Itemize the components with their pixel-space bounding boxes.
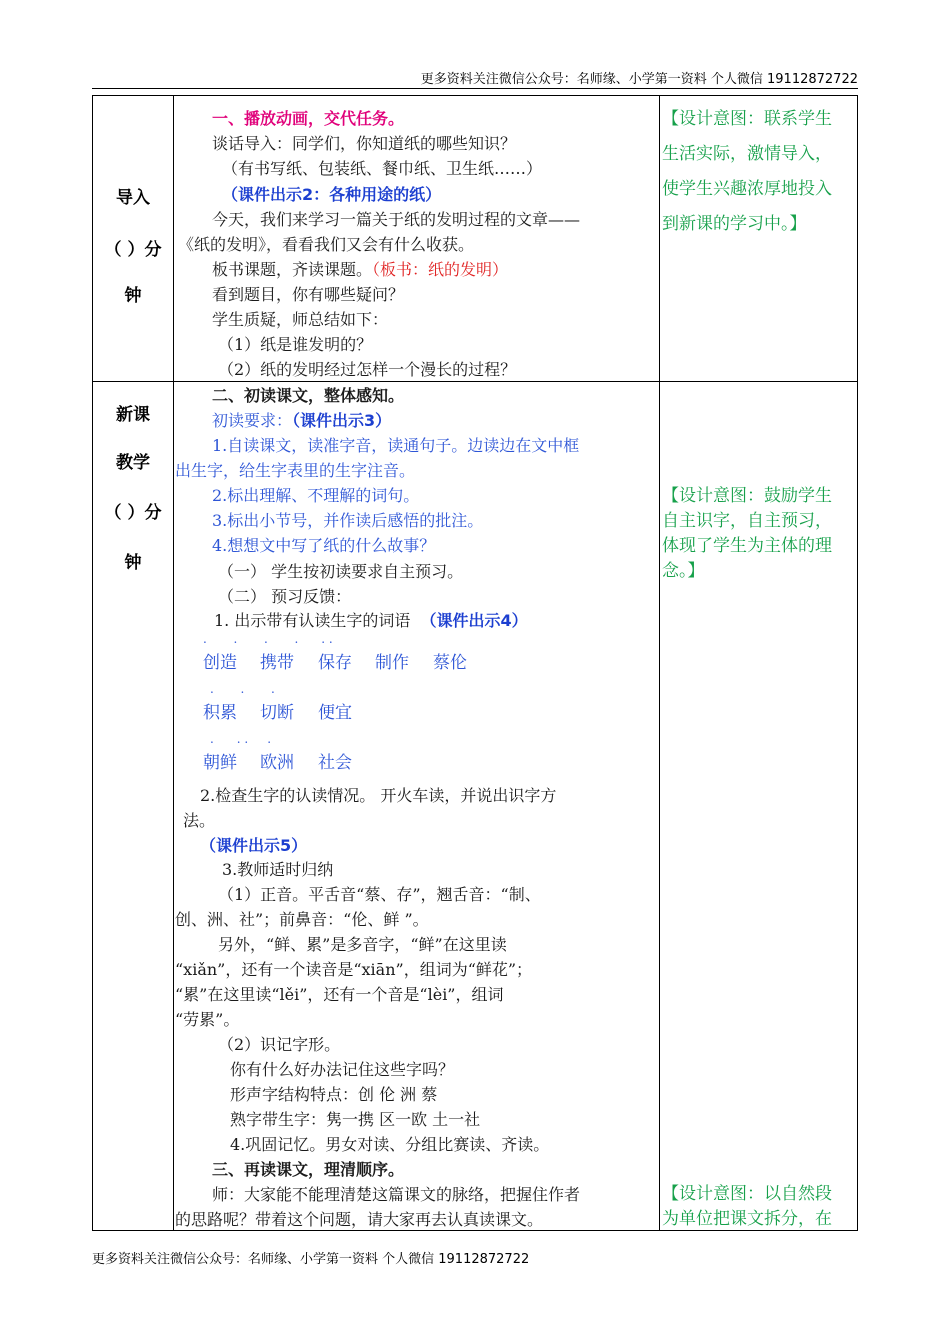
stage-intro-line2: （ ）分 <box>104 240 162 260</box>
glyph-phonetic: 形声字结构特点：创 伦 洲 蔡 <box>230 1085 438 1104</box>
intro-p5 <box>212 258 508 282</box>
pron-1b: 创、洲、社”；前鼻音：“伦、鲜 ”。 <box>175 910 429 929</box>
lesson-design1-line4: 念。】 <box>662 561 705 581</box>
check-2b: 法。 <box>183 811 216 830</box>
intro-p4a: 今天，我们来学习一篇关于纸的发明过程的文章—— <box>212 210 581 229</box>
intro-p3: （课件出示2：各种用途的纸） <box>222 185 442 204</box>
vocab-word: 携带 <box>260 653 294 673</box>
step-2: （二） 预习反馈： <box>218 587 352 606</box>
page-header: 更多资料关注微信公众号：名师缘、小学第一资料 个人微信 19112872722 <box>420 72 858 87</box>
glyph-question: 你有什么好办法记住这些字吗？ <box>230 1060 455 1079</box>
requirements-label: 初读要求： <box>212 411 293 430</box>
intro-design-line1: 【设计意图：联系学生 <box>662 109 832 129</box>
stage-intro-line1: 导入 <box>116 188 150 208</box>
intro-p9: （2）纸的发明经过怎样一个漫长的过程？ <box>218 360 517 379</box>
feedback-1 <box>214 609 528 633</box>
emphasis-dots-row1: . . . . . . <box>203 632 333 646</box>
check-2a: 2.检查生字的认读情况。 开火车读，并说出识字方 <box>200 786 557 805</box>
lesson-heading-3: 三、再读课文，理清顺序。 <box>212 1160 405 1179</box>
req-2: 2.标出理解、不理解的词句。 <box>212 486 420 505</box>
page-footer: 更多资料关注微信公众号：名师缘、小学第一资料 个人微信 19112872722 <box>92 1252 530 1267</box>
intro-design-line3: 使学生兴趣浓厚地投入 <box>662 179 832 199</box>
emphasis-dots-row2: . . . <box>210 682 275 696</box>
column-divider <box>173 96 174 1230</box>
lesson-design1-line3: 体现了学生为主体的理 <box>662 536 832 556</box>
stage-intro-line3: 钟 <box>124 286 142 306</box>
intro-p5-text: 板书课题，齐读课题。 <box>212 260 373 279</box>
vocab-word: 积累 <box>203 703 237 723</box>
pron-2d: “劳累”。 <box>175 1010 240 1029</box>
intro-p2: （有书写纸、包装纸、餐巾纸、卫生纸……） <box>222 159 543 178</box>
feedback-1-text: 1. 出示带有认读生字的词语 <box>214 611 411 630</box>
vocab-word: 朝鲜 <box>203 753 237 773</box>
lesson-design1-line1: 【设计意图：鼓励学生 <box>662 486 832 506</box>
lesson-design2-line2: 为单位把课文拆分，在 <box>662 1209 832 1229</box>
requirements-courseware: （课件出示3） <box>292 411 392 430</box>
emphasis-dots-row3: . . . . <box>210 732 272 746</box>
vocab-word: 社会 <box>318 753 352 773</box>
stage-new-line1: 新课 <box>116 405 150 425</box>
intro-p8: （1）纸是谁发明的？ <box>218 335 373 354</box>
intro-heading: 一、播放动画，交代任务。 <box>212 109 405 128</box>
req-3: 3.标出小节号，并作读后感悟的批注。 <box>212 511 484 530</box>
intro-design-line4: 到新课的学习中。】 <box>662 214 807 234</box>
pron-1a: （1）正音。平舌音“蔡、存”，翘舌音：“制、 <box>218 885 541 904</box>
lesson-requirements <box>212 409 391 433</box>
column-divider <box>659 96 660 1230</box>
req-1a: 1.自读课文，读准字音，读通句子。边读边在文中框 <box>212 436 580 455</box>
stage-new-line3: （ ）分 <box>104 503 162 523</box>
intro-p1: 谈话导入：同学们，你知道纸的哪些知识？ <box>212 134 517 153</box>
check-2-courseware: （课件出示5） <box>200 836 308 855</box>
intro-design-line2: 生活实际，激情导入， <box>662 144 832 164</box>
pron-2c: “累”在这里读“lěi”，还有一个音是“lèi”，组词 <box>175 985 504 1004</box>
pron-2a: 另外，“鲜、累”是多音字，“鲜”在这里读 <box>218 935 507 954</box>
vocab-word: 创造 <box>203 653 237 673</box>
lesson-design2-line1: 【设计意图：以自然段 <box>662 1184 832 1204</box>
consolidate-4: 4.巩固记忆。男女对读、分组比赛读、齐读。 <box>230 1135 550 1154</box>
intro-p7: 学生质疑，师总结如下： <box>212 310 389 329</box>
feedback-1-courseware: （课件出示4） <box>420 611 528 630</box>
teacher-1a: 师：大家能不能理清楚这篇课文的脉络，把握住作者 <box>212 1185 581 1204</box>
vocab-word: 切断 <box>260 703 294 723</box>
intro-p6: 看到题目，你有哪些疑问？ <box>212 285 405 304</box>
lesson-heading: 二、初读课文，整体感知。 <box>212 386 405 405</box>
step-1: （一） 学生按初读要求自主预习。 <box>218 562 464 581</box>
pron-2b: “xiǎn”，还有一个读音是“xiān”，组词为“鲜花”； <box>175 960 533 979</box>
glyph-2: （2）识记字形。 <box>218 1035 341 1054</box>
lesson-design1-line2: 自主识字，自主预习， <box>662 511 832 531</box>
intro-p4b: 《纸的发明》，看看我们又会有什么收获。 <box>178 235 475 254</box>
stage-new-line4: 钟 <box>124 553 142 573</box>
req-4: 4.想想文中写了纸的什么故事？ <box>212 536 436 555</box>
summary-3: 3.教师适时归纳 <box>222 860 334 879</box>
vocab-word: 便宜 <box>318 703 352 723</box>
stage-new-line2: 教学 <box>116 453 150 473</box>
vocab-word: 蔡伦 <box>433 653 467 673</box>
vocab-word: 欧洲 <box>260 753 294 773</box>
vocab-word: 制作 <box>375 653 409 673</box>
vocab-word: 保存 <box>318 653 352 673</box>
glyph-known: 熟字带生字：隽一携 区一欧 土一社 <box>230 1110 481 1129</box>
teacher-1b: 的思路呢？带着这个问题，请大家再去认真读课文。 <box>175 1210 544 1229</box>
req-1b: 出生字，给生字表里的生字注音。 <box>175 461 416 480</box>
intro-board-title: （板书：纸的发明） <box>372 260 509 279</box>
header-rule <box>92 88 858 89</box>
